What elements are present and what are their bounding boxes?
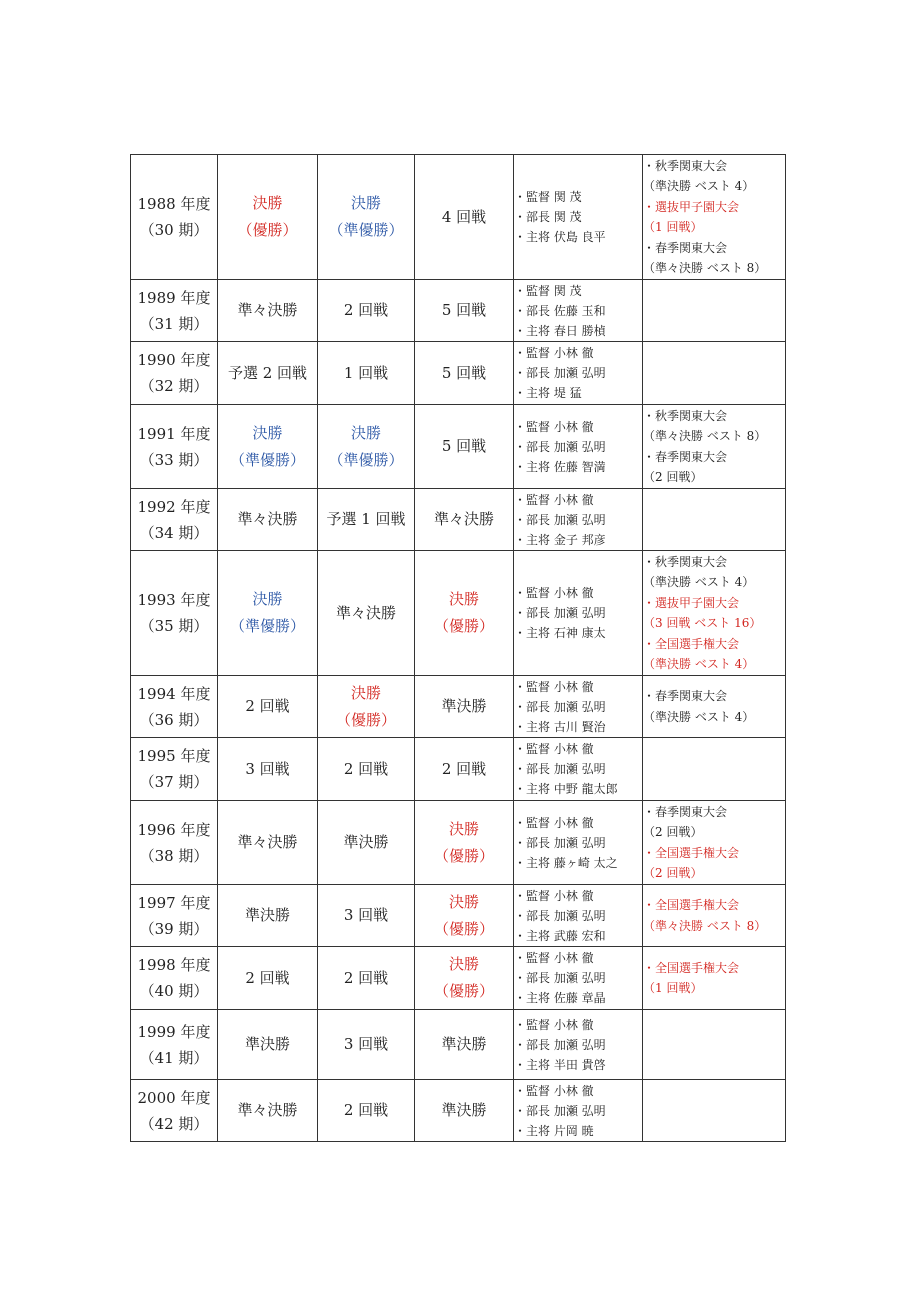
year-cell — [131, 551, 218, 676]
result-cell-3 — [415, 489, 514, 551]
note-line: ・選抜甲子園大会 — [643, 595, 740, 610]
staff-line: ・監督 小林 徹 — [514, 951, 594, 965]
result-cell-2 — [318, 342, 415, 405]
result-text: 2 回戦 — [343, 301, 389, 319]
table-row — [131, 1010, 786, 1080]
term-label: （38 期） — [139, 846, 209, 865]
result-cell-3 — [415, 342, 514, 405]
result-text: 決勝 — [448, 955, 479, 973]
notes-cell — [643, 342, 786, 405]
result-text: 3 回戦 — [245, 759, 290, 778]
result-cell-3 — [415, 1080, 514, 1142]
result-cell-1 — [218, 1010, 318, 1080]
table-row — [131, 489, 786, 551]
result-text: 決勝 — [252, 423, 283, 442]
note-line: （2 回戦） — [643, 470, 703, 484]
result-cell-3 — [415, 1010, 514, 1080]
term-label: （32 期） — [139, 377, 209, 395]
staff-line: ・部長 加瀬 弘明 — [514, 762, 606, 776]
result-cell-1 — [218, 801, 318, 885]
result-cell-1 — [218, 1080, 318, 1142]
term-label: （40 期） — [139, 982, 209, 1000]
notes-cell — [643, 885, 786, 947]
result-text: （優勝） — [433, 982, 494, 1000]
note-line: （1 回戦） — [643, 220, 703, 234]
staff-line: ・監督 小林 徹 — [514, 815, 594, 830]
result-text: 2 回戦 — [441, 759, 487, 778]
staff-line: ・主将 佐藤 智満 — [514, 459, 606, 474]
year-label: 1989 年度 — [137, 288, 211, 307]
staff-line: ・部長 加瀬 弘明 — [514, 908, 606, 923]
term-label: （35 期） — [139, 617, 209, 635]
year-cell — [131, 738, 218, 801]
result-text: 2 回戦 — [245, 968, 290, 987]
result-text: 準々決勝 — [237, 301, 298, 319]
staff-cell — [514, 676, 643, 738]
result-text: 準決勝 — [441, 1101, 487, 1119]
staff-cell — [514, 342, 643, 405]
staff-line: ・部長 加瀬 弘明 — [514, 1103, 606, 1118]
result-cell-1 — [218, 676, 318, 738]
result-text: 3 回戦 — [343, 1035, 389, 1053]
result-cell-3 — [415, 738, 514, 801]
result-text: 準決勝 — [244, 1035, 290, 1053]
result-text: （準優勝） — [328, 221, 404, 239]
year-label: 1992 年度 — [137, 497, 211, 516]
notes-cell — [643, 280, 786, 342]
notes-cell — [643, 155, 786, 280]
result-text: 2 回戦 — [245, 697, 290, 715]
staff-line: ・主将 伏島 良平 — [514, 230, 606, 244]
notes-cell — [643, 676, 786, 738]
note-line: ・秋季関東大会 — [643, 408, 728, 423]
staff-line: ・部長 関 茂 — [514, 210, 582, 224]
term-label: （37 期） — [139, 773, 209, 791]
term-label: （39 期） — [139, 919, 209, 938]
result-cell-2 — [318, 551, 415, 676]
result-cell-1 — [218, 551, 318, 676]
result-cell-3 — [415, 947, 514, 1010]
staff-line: ・部長 佐藤 玉和 — [514, 303, 606, 318]
staff-line: ・部長 加瀬 弘明 — [514, 971, 606, 985]
staff-line: ・部長 加瀬 弘明 — [514, 366, 606, 380]
result-text: 準決勝 — [441, 1035, 487, 1053]
result-text: 準々決勝 — [237, 510, 298, 528]
staff-cell — [514, 947, 643, 1010]
staff-cell — [514, 551, 643, 676]
result-cell-3 — [415, 801, 514, 885]
note-line: ・秋季関東大会 — [643, 554, 728, 569]
staff-line: ・主将 堤 猛 — [514, 386, 582, 400]
result-text: 決勝 — [252, 590, 283, 608]
year-label: 1999 年度 — [137, 1022, 211, 1041]
table-row — [131, 342, 786, 405]
note-line: ・全国選手権大会 — [643, 960, 740, 975]
year-label: 1990 年度 — [137, 351, 211, 369]
result-cell-2 — [318, 947, 415, 1010]
staff-line: ・監督 小林 徹 — [514, 742, 594, 756]
year-label: 1991 年度 — [137, 424, 211, 443]
note-line: （1 回戦） — [643, 981, 703, 995]
staff-line: ・主将 古川 賢治 — [514, 719, 606, 734]
term-label: （36 期） — [139, 710, 209, 729]
result-cell-2 — [318, 489, 415, 551]
result-text: 1 回戦 — [343, 363, 389, 382]
result-text: 3 回戦 — [343, 906, 389, 924]
result-text: （優勝） — [433, 846, 494, 865]
note-line: （準決勝 ベスト 4） — [643, 709, 755, 724]
result-text: 決勝 — [252, 194, 283, 212]
staff-line: ・主将 中野 龍太郎 — [514, 782, 618, 796]
year-label: 1993 年度 — [137, 591, 211, 609]
result-cell-3 — [415, 885, 514, 947]
result-cell-1 — [218, 738, 318, 801]
staff-line: ・部長 加瀬 弘明 — [514, 835, 606, 850]
year-label: 1997 年度 — [137, 893, 211, 912]
term-label: （30 期） — [139, 221, 209, 239]
note-line: （2 回戦） — [643, 866, 703, 880]
result-cell-1 — [218, 280, 318, 342]
year-cell — [131, 1080, 218, 1142]
year-cell — [131, 676, 218, 738]
result-cell-3 — [415, 551, 514, 676]
notes-cell — [643, 405, 786, 489]
result-text: （準優勝） — [328, 450, 404, 469]
result-text: 準々決勝 — [237, 1101, 298, 1119]
notes-cell — [643, 1010, 786, 1080]
notes-cell — [643, 801, 786, 885]
staff-line: ・監督 小林 徹 — [514, 1017, 594, 1032]
note-line: （準決勝 ベスト 4） — [643, 179, 755, 193]
note-line: ・全国選手権大会 — [643, 845, 740, 860]
result-text: （準優勝） — [229, 617, 305, 635]
result-cell-1 — [218, 489, 318, 551]
staff-line: ・主将 佐藤 章晶 — [514, 991, 606, 1005]
staff-cell — [514, 801, 643, 885]
result-text: 準決勝 — [441, 697, 487, 715]
year-label: 2000 年度 — [137, 1088, 211, 1107]
staff-line: ・部長 加瀬 弘明 — [514, 699, 606, 714]
year-cell — [131, 1010, 218, 1080]
staff-line: ・主将 金子 邦彦 — [514, 532, 606, 547]
note-line: ・選抜甲子園大会 — [643, 199, 740, 214]
table-row — [131, 947, 786, 1010]
note-line: （3 回戦 ベスト 16） — [643, 616, 762, 630]
result-cell-3 — [415, 280, 514, 342]
result-text: （優勝） — [433, 617, 494, 635]
year-cell — [131, 155, 218, 280]
staff-line: ・部長 加瀬 弘明 — [514, 439, 606, 454]
term-label: （42 期） — [139, 1114, 209, 1133]
staff-cell — [514, 885, 643, 947]
term-label: （34 期） — [139, 523, 209, 542]
staff-cell — [514, 738, 643, 801]
result-cell-2 — [318, 676, 415, 738]
year-cell — [131, 405, 218, 489]
table-row — [131, 280, 786, 342]
staff-line: ・部長 加瀬 弘明 — [514, 606, 606, 620]
note-line: （準決勝 ベスト 4） — [643, 575, 755, 589]
staff-cell — [514, 1010, 643, 1080]
year-cell — [131, 885, 218, 947]
result-text: 2 回戦 — [343, 968, 389, 987]
note-line: ・春季関東大会 — [643, 689, 728, 703]
staff-line: ・監督 関 茂 — [514, 190, 582, 204]
result-cell-3 — [415, 676, 514, 738]
table-row — [131, 885, 786, 947]
result-text: 準々決勝 — [237, 833, 298, 851]
year-cell — [131, 280, 218, 342]
table-row — [131, 1080, 786, 1142]
note-line: ・春季関東大会 — [643, 804, 728, 819]
note-line: ・全国選手権大会 — [643, 898, 740, 912]
result-text: 4 回戦 — [441, 207, 487, 226]
staff-line: ・主将 春日 勝楨 — [514, 323, 606, 338]
result-cell-1 — [218, 947, 318, 1010]
result-text: 準々決勝 — [335, 603, 396, 622]
result-text: 5 回戦 — [441, 363, 487, 382]
note-line: ・春季関東大会 — [643, 240, 728, 255]
year-cell — [131, 801, 218, 885]
staff-line: ・監督 小林 徹 — [514, 888, 594, 903]
notes-cell — [643, 551, 786, 676]
result-cell-1 — [218, 342, 318, 405]
result-text: 決勝 — [448, 590, 479, 608]
note-line: ・秋季関東大会 — [643, 158, 728, 173]
term-label: （33 期） — [139, 450, 209, 469]
result-cell-1 — [218, 155, 318, 280]
staff-line: ・監督 関 茂 — [514, 283, 582, 298]
result-text: 決勝 — [350, 194, 381, 212]
note-line: ・全国選手権大会 — [643, 636, 740, 651]
result-text: 準決勝 — [343, 833, 389, 851]
result-text: 2 回戦 — [343, 759, 389, 778]
year-label: 1994 年度 — [137, 684, 211, 703]
table-row — [131, 551, 786, 676]
result-cell-3 — [415, 405, 514, 489]
result-text: 決勝 — [350, 683, 381, 702]
table-row — [131, 801, 786, 885]
note-line: （2 回戦） — [643, 825, 703, 839]
staff-line: ・監督 小林 徹 — [514, 419, 594, 434]
staff-cell — [514, 489, 643, 551]
result-text: 予選 1 回戦 — [326, 510, 406, 528]
staff-line: ・主将 片岡 暁 — [514, 1123, 594, 1138]
staff-line: ・監督 小林 徹 — [514, 492, 594, 507]
note-line: （準決勝 ベスト 4） — [643, 657, 755, 671]
result-cell-1 — [218, 885, 318, 947]
staff-cell — [514, 405, 643, 489]
note-line: （準々決勝 ベスト 8） — [643, 261, 767, 275]
staff-cell — [514, 280, 643, 342]
staff-cell — [514, 1080, 643, 1142]
staff-line: ・主将 武藤 宏和 — [514, 928, 606, 943]
year-label: 1998 年度 — [137, 956, 211, 974]
result-cell-2 — [318, 1010, 415, 1080]
history-table — [130, 154, 786, 1142]
table-row — [131, 405, 786, 489]
notes-cell — [643, 489, 786, 551]
result-cell-2 — [318, 280, 415, 342]
history-table-body — [131, 155, 786, 1142]
staff-line: ・部長 加瀬 弘明 — [514, 1037, 606, 1052]
result-text: （優勝） — [433, 919, 494, 938]
result-cell-3 — [415, 155, 514, 280]
result-text: 5 回戦 — [441, 437, 487, 455]
year-label: 1995 年度 — [137, 747, 211, 765]
term-label: （31 期） — [139, 314, 209, 333]
result-text: 予選 2 回戦 — [227, 363, 308, 382]
staff-line: ・監督 小林 徹 — [514, 346, 594, 360]
staff-line: ・部長 加瀬 弘明 — [514, 512, 606, 527]
result-text: （優勝） — [335, 710, 396, 729]
result-cell-2 — [318, 738, 415, 801]
staff-line: ・主将 半田 貴啓 — [514, 1057, 606, 1072]
staff-line: ・監督 小林 徹 — [514, 679, 594, 694]
term-label: （41 期） — [139, 1048, 209, 1067]
notes-cell — [643, 738, 786, 801]
result-text: （優勝） — [237, 221, 298, 239]
result-text: 決勝 — [350, 423, 381, 442]
staff-line: ・監督 小林 徹 — [514, 586, 594, 600]
result-text: 準決勝 — [244, 906, 290, 924]
table-row — [131, 738, 786, 801]
result-text: 決勝 — [448, 819, 479, 838]
result-cell-2 — [318, 405, 415, 489]
notes-cell — [643, 1080, 786, 1142]
year-cell — [131, 947, 218, 1010]
staff-line: ・主将 石神 康太 — [514, 626, 606, 640]
table-row — [131, 155, 786, 280]
result-cell-2 — [318, 1080, 415, 1142]
year-cell — [131, 342, 218, 405]
staff-line: ・監督 小林 徹 — [514, 1083, 594, 1098]
note-line: （準々決勝 ベスト 8） — [643, 429, 767, 443]
result-text: 準々決勝 — [433, 510, 494, 528]
staff-cell — [514, 155, 643, 280]
result-cell-2 — [318, 155, 415, 280]
result-cell-1 — [218, 405, 318, 489]
result-text: 決勝 — [448, 892, 479, 911]
table-row — [131, 676, 786, 738]
staff-line: ・主将 藤ヶ崎 太之 — [514, 855, 618, 870]
result-cell-2 — [318, 885, 415, 947]
year-label: 1988 年度 — [137, 195, 211, 213]
note-line: ・春季関東大会 — [643, 449, 728, 464]
year-label: 1996 年度 — [137, 820, 211, 839]
year-cell — [131, 489, 218, 551]
result-text: 2 回戦 — [343, 1101, 389, 1119]
note-line: （準々決勝 ベスト 8） — [643, 918, 767, 933]
result-cell-2 — [318, 801, 415, 885]
result-text: 5 回戦 — [441, 301, 487, 319]
notes-cell — [643, 947, 786, 1010]
result-text: （準優勝） — [229, 450, 305, 469]
